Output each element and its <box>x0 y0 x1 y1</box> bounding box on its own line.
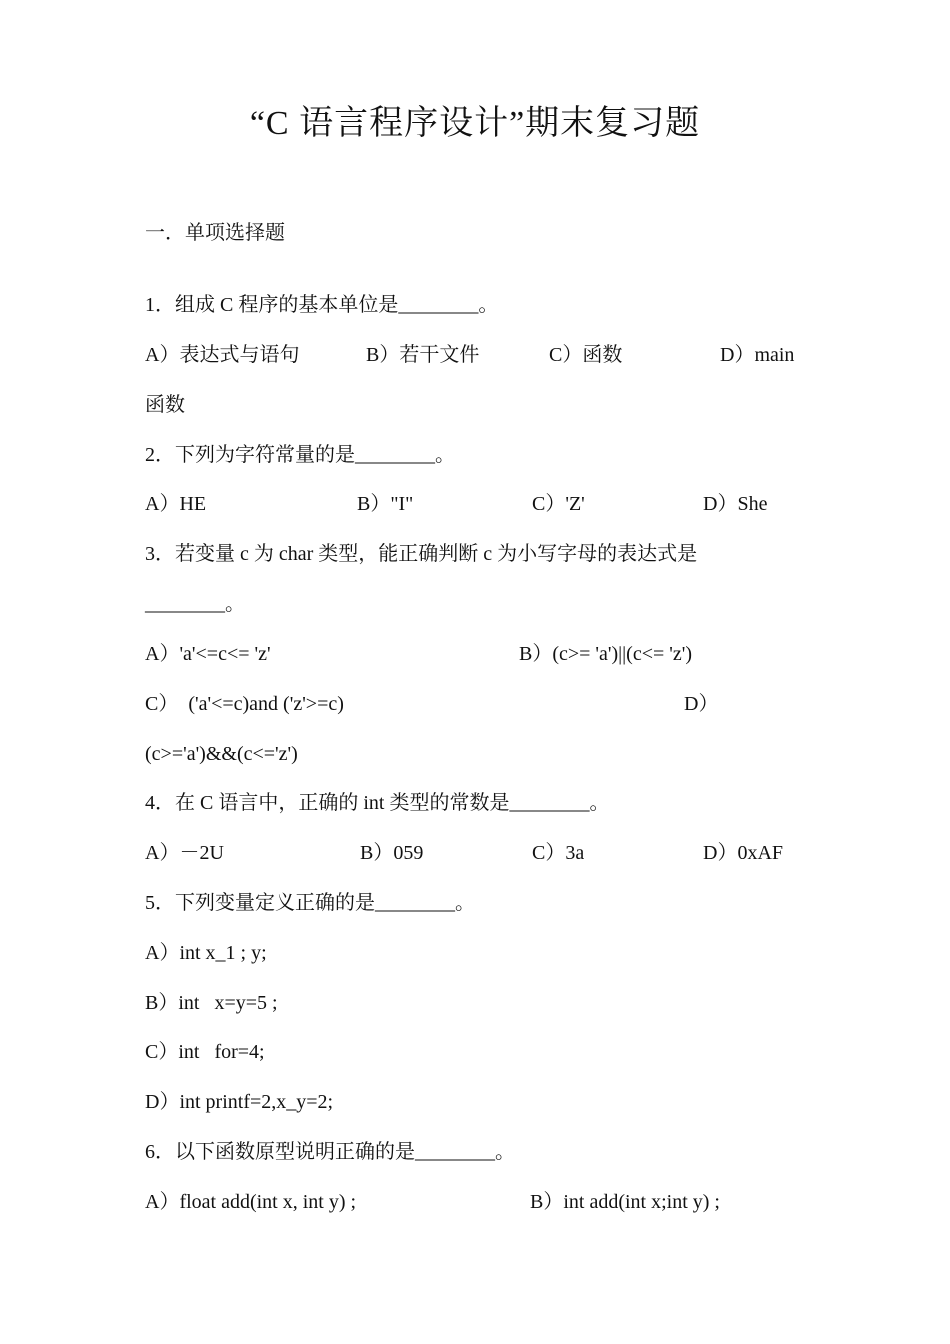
q3-option-b: B）(c>= 'a')||(c<= 'z') <box>519 643 693 665</box>
q5-option-c: C）int for=4; <box>145 1041 265 1063</box>
question-2: 2．下列为字符常量的是________。 <box>145 444 455 466</box>
question-5: 5．下列变量定义正确的是________。 <box>145 892 475 914</box>
q2-option-d: D）She <box>703 493 768 515</box>
q1-option-c: C）函数 <box>549 344 623 366</box>
q1-option-d: D）main <box>720 344 795 366</box>
q3-option-d: D） <box>684 693 719 715</box>
q2-option-a: A）HE <box>145 493 207 515</box>
q4-option-a: A）－2U <box>145 842 224 864</box>
page-title: “C 语言程序设计”期末复习题 <box>249 105 701 142</box>
q5-option-a: A）int x_1 ; y; <box>145 942 267 964</box>
q3-option-d-continued: (c>='a')&&(c<='z') <box>145 743 298 765</box>
q1-option-a: A）表达式与语句 <box>145 344 300 366</box>
q2-option-c: C）'Z' <box>532 493 585 515</box>
question-6: 6．以下函数原型说明正确的是________。 <box>145 1141 515 1163</box>
section-heading: 一．单项选择题 <box>145 222 285 244</box>
q4-option-d: D）0xAF <box>703 842 784 864</box>
question-1: 1．组成 C 程序的基本单位是________。 <box>145 294 499 316</box>
question-3-continued: ________。 <box>145 593 245 615</box>
q6-option-b: B）int add(int x;int y) ; <box>530 1191 720 1213</box>
q4-option-b: B）059 <box>360 842 424 864</box>
question-3: 3．若变量 c 为 char 类型，能正确判断 c 为小写字母的表达式是 <box>145 543 698 565</box>
question-4: 4．在 C 语言中，正确的 int 类型的常数是________。 <box>145 792 610 814</box>
q3-option-a: A）'a'<=c<= 'z' <box>145 643 271 665</box>
q3-option-c: C） ('a'<=c)and ('z'>=c) <box>145 693 344 715</box>
q5-option-b: B）int x=y=5 ; <box>145 992 278 1014</box>
q1-option-d-continued: 函数 <box>145 394 185 416</box>
q5-option-d: D）int printf=2,x_y=2; <box>145 1091 334 1113</box>
q4-option-c: C）3a <box>532 842 585 864</box>
q6-option-a: A）float add(int x, int y) ; <box>145 1191 357 1213</box>
q2-option-b: B）"I" <box>357 493 414 515</box>
q1-option-b: B）若干文件 <box>366 344 480 366</box>
